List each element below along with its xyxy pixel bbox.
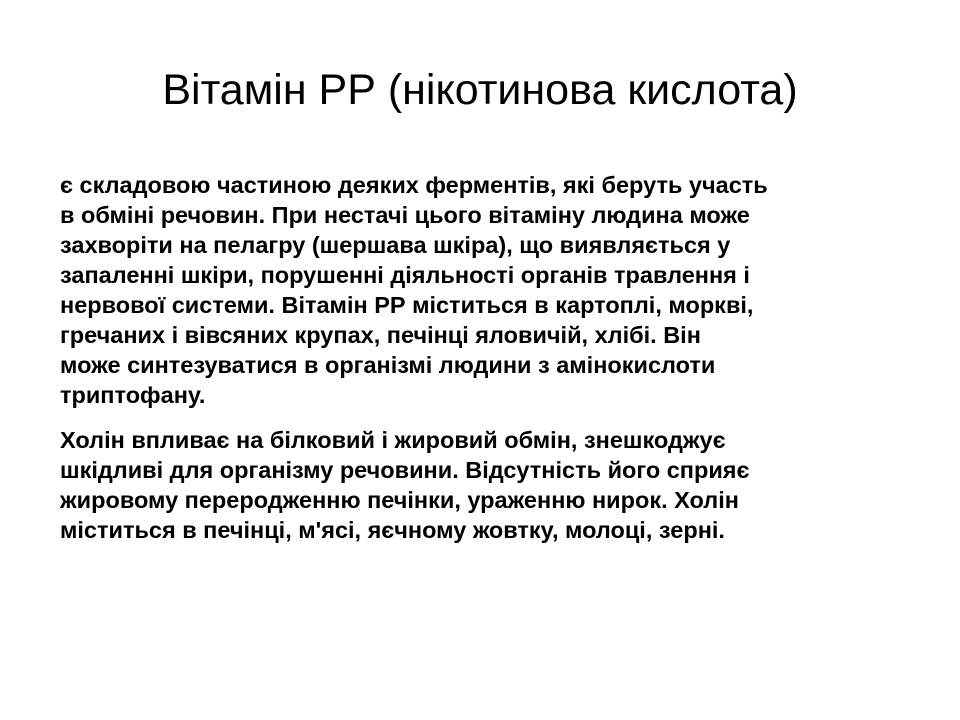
text-line: нервової системи. Вітамін РР міститься в картоплі, моркві,	[60, 292, 754, 318]
text-line: може синтезуватися в організмі людини з амінокислоти	[60, 352, 716, 378]
text-line: гречаних і вівсяних крупах, печінці яловичій, хлібі. Він	[60, 322, 701, 348]
slide-body	[60, 170, 910, 545]
paragraph-vitamin-pp	[60, 170, 910, 410]
text-line: захворіти на пелагру (шершава шкіра), що виявляється у	[60, 232, 731, 258]
text-line: в обміні речовин. При нестачі цього вітаміну людина може	[60, 202, 750, 228]
text-line: Холін впливає на білковий і жировий обмін, знешкоджує	[60, 427, 726, 453]
text-line: міститься в печінці, м'ясі, яєчному жовтку, молоці, зерні.	[60, 517, 725, 543]
text-line: триптофану.	[60, 382, 206, 408]
text-line: є складовою частиною деяких ферментів, які беруть участь	[60, 172, 768, 198]
paragraph-choline	[60, 425, 910, 545]
slide-title: Вітамін РР (нікотинова кислота)	[162, 66, 798, 114]
text-line: шкідливі для організму речовини. Відсутність його сприяє	[60, 457, 750, 483]
text-line: жировому переродженню печінки, ураженню нирок. Холін	[60, 487, 739, 513]
text-line: запаленні шкіри, порушенні діяльності органів травлення і	[60, 262, 750, 288]
